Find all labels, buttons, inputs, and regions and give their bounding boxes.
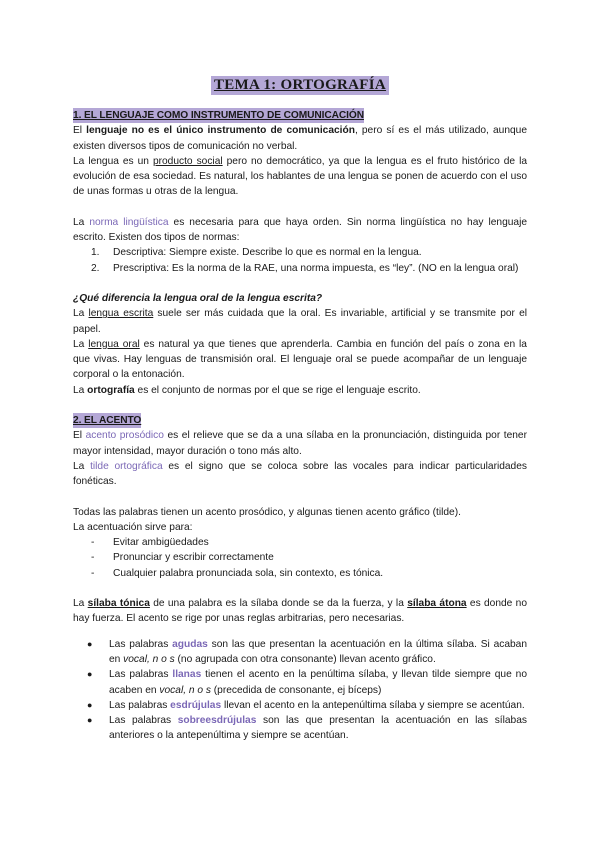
list-item-text: Descriptiva: Siempre existe. Describe lo que es normal en la lengua.: [113, 247, 422, 259]
uses-list: [73, 535, 527, 581]
section-2-heading: 2. EL ACENTO: [73, 413, 141, 428]
list-item: [73, 637, 527, 668]
paragraph: [73, 154, 527, 200]
list-number: 1.: [91, 247, 100, 259]
text: Las palabras: [109, 715, 178, 727]
text: Las palabras: [109, 638, 173, 650]
term-text: esdrújulas: [170, 699, 222, 711]
list-item: [73, 261, 527, 276]
question: ¿Qué diferencia la lengua oral de la lengua escrita?: [73, 292, 323, 304]
section-1: [73, 108, 527, 398]
term-text: acento prosódico: [85, 430, 164, 442]
term-text: llanas: [172, 669, 202, 681]
list-item: [73, 535, 527, 550]
text: La: [73, 338, 89, 350]
dash-marker: -: [91, 567, 95, 579]
spacer: [73, 398, 527, 413]
bullet-icon: ●: [87, 699, 93, 710]
norms-list: [73, 245, 527, 276]
text: La: [73, 384, 88, 396]
text: La: [73, 598, 88, 610]
paragraph: [73, 428, 527, 459]
text: Las palabras: [109, 669, 173, 681]
text: son las que presentan la acentuación en las sílabas anteriores o la antepenúltima y siempre se acentúan.: [109, 715, 527, 742]
paragraph: [73, 459, 527, 490]
text: es donde no hay fuerza. El acento se rige por unas reglas arbitrarias, pero necesarias.: [73, 598, 527, 625]
list-item-text: Prescriptiva: Es la norma de la RAE, una norma impuesta, es “ley”. (NO en la lengua oral): [113, 262, 519, 274]
term-text: sobreesdrújulas: [177, 715, 257, 727]
paragraph: [73, 383, 527, 398]
list-item: [73, 667, 527, 698]
document-body: [73, 108, 527, 744]
underlined-text: lengua escrita: [88, 308, 154, 320]
bold-underlined-text: sílaba átona: [407, 598, 467, 610]
text: Las palabras: [109, 699, 171, 711]
text: El: [73, 430, 86, 442]
word-types-list: [73, 637, 527, 744]
text: La: [73, 216, 90, 228]
text: es el signo que se coloca sobre las vocales para indicar particularidades fonéticas.: [73, 460, 527, 488]
text: El: [73, 125, 87, 137]
list-item: [73, 245, 527, 260]
list-item: [73, 698, 527, 713]
section-2: [73, 413, 527, 744]
text: tienen el acento en la penúltima sílaba, y llevan tilde siempre que no acaben en: [109, 669, 527, 696]
paragraph: [73, 123, 527, 154]
list-item-text: Cualquier palabra pronunciada sola, sin contexto, es tónica.: [113, 567, 384, 579]
bold-text: lenguaje no es el único instrumento de comunicación: [86, 125, 355, 137]
section-1-heading: 1. EL LENGUAJE COMO INSTRUMENTO DE COMUNICACIÓN: [73, 108, 364, 123]
text: La: [73, 460, 91, 472]
text: es natural ya que tienes que aprenderla. Cambia en función del país o zona en la que vivas. Hay lenguas de transmisión oral. El lenguaje oral se puede acompañar de un lenguaje corporal o la entonación.: [73, 338, 527, 381]
italic-text: vocal, n o s: [123, 653, 175, 665]
text: (no agrupada con otra consonante) llevan acento gráfico.: [174, 653, 436, 665]
list-item: [73, 566, 527, 581]
spacer: [73, 490, 527, 505]
term-text: norma lingüística: [89, 216, 169, 228]
list-number: 2.: [91, 262, 100, 274]
list-item: [73, 550, 527, 565]
paragraph: [73, 596, 527, 627]
paragraph: [73, 306, 527, 337]
text: son las que presentan la acentuación en la última sílaba. Si acaban en: [109, 638, 528, 665]
italic-text: vocal, n o s: [159, 684, 211, 696]
dash-marker: -: [91, 552, 95, 564]
underlined-text: producto social: [152, 155, 223, 167]
bullet-icon: ●: [87, 638, 93, 649]
text: es necesaria para que haya orden. Sin norma lingüística no hay lenguaje escrito. Existen dos tipos de normas:: [73, 216, 527, 244]
text: (precedida de consonante, ej bíceps): [210, 684, 382, 696]
text: de una palabra es la sílaba donde se da la fuerza, y la: [149, 598, 408, 610]
list-item-text: Pronunciar y escribir correctamente: [113, 552, 274, 564]
bold-text: ortografía: [87, 384, 135, 396]
dash-marker: -: [91, 537, 95, 549]
text: es el conjunto de normas por el que se rige el lenguaje escrito.: [134, 384, 421, 396]
bullet-icon: ●: [87, 669, 93, 680]
paragraph: [73, 337, 527, 383]
paragraph: Todas las palabras tienen un acento prosódico, y algunas tienen acento gráfico (tilde).: [73, 506, 461, 518]
text: llevan el acento en la antepenúltima sílaba y siempre se acentúan.: [221, 699, 525, 711]
title-container: [0, 76, 600, 95]
spacer: [73, 581, 527, 596]
term-text: tilde ortográfica: [90, 460, 163, 472]
spacer: [73, 200, 527, 215]
text: pero no democrático, ya que la lengua es el fruto histórico de la evolución de esa sociedad. Es natural, los hablantes de una lengua se ponen de acuerdo con el uso de unas formas u otras de la lengua.: [73, 155, 527, 198]
bold-underlined-text: sílaba tónica: [87, 598, 150, 610]
spacer: [73, 276, 527, 291]
text: La: [73, 308, 89, 320]
list-item-text: Evitar ambigüedades: [113, 537, 209, 549]
text: suele ser más cuidada que la oral. Es invariable, artificial y se transmite por el papel.: [73, 308, 528, 335]
bullet-icon: ●: [87, 715, 93, 726]
underlined-text: lengua oral: [88, 338, 140, 350]
paragraph: La acentuación sirve para:: [73, 521, 193, 533]
list-item: [73, 713, 527, 744]
spacer: [73, 627, 527, 637]
text: La lengua es un: [73, 155, 153, 167]
text: es el relieve que se da a una sílaba en la pronunciación, distinguida por tener mayor intensidad, mayor duración o tono más alto.: [73, 430, 527, 457]
paragraph: [73, 215, 527, 246]
term-text: agudas: [172, 638, 208, 650]
page-title: TEMA 1: ORTOGRAFÍA: [211, 76, 389, 95]
text: , pero sí es el más utilizado, aunque existen diversos tipos de comunicación no verbal.: [73, 125, 527, 152]
